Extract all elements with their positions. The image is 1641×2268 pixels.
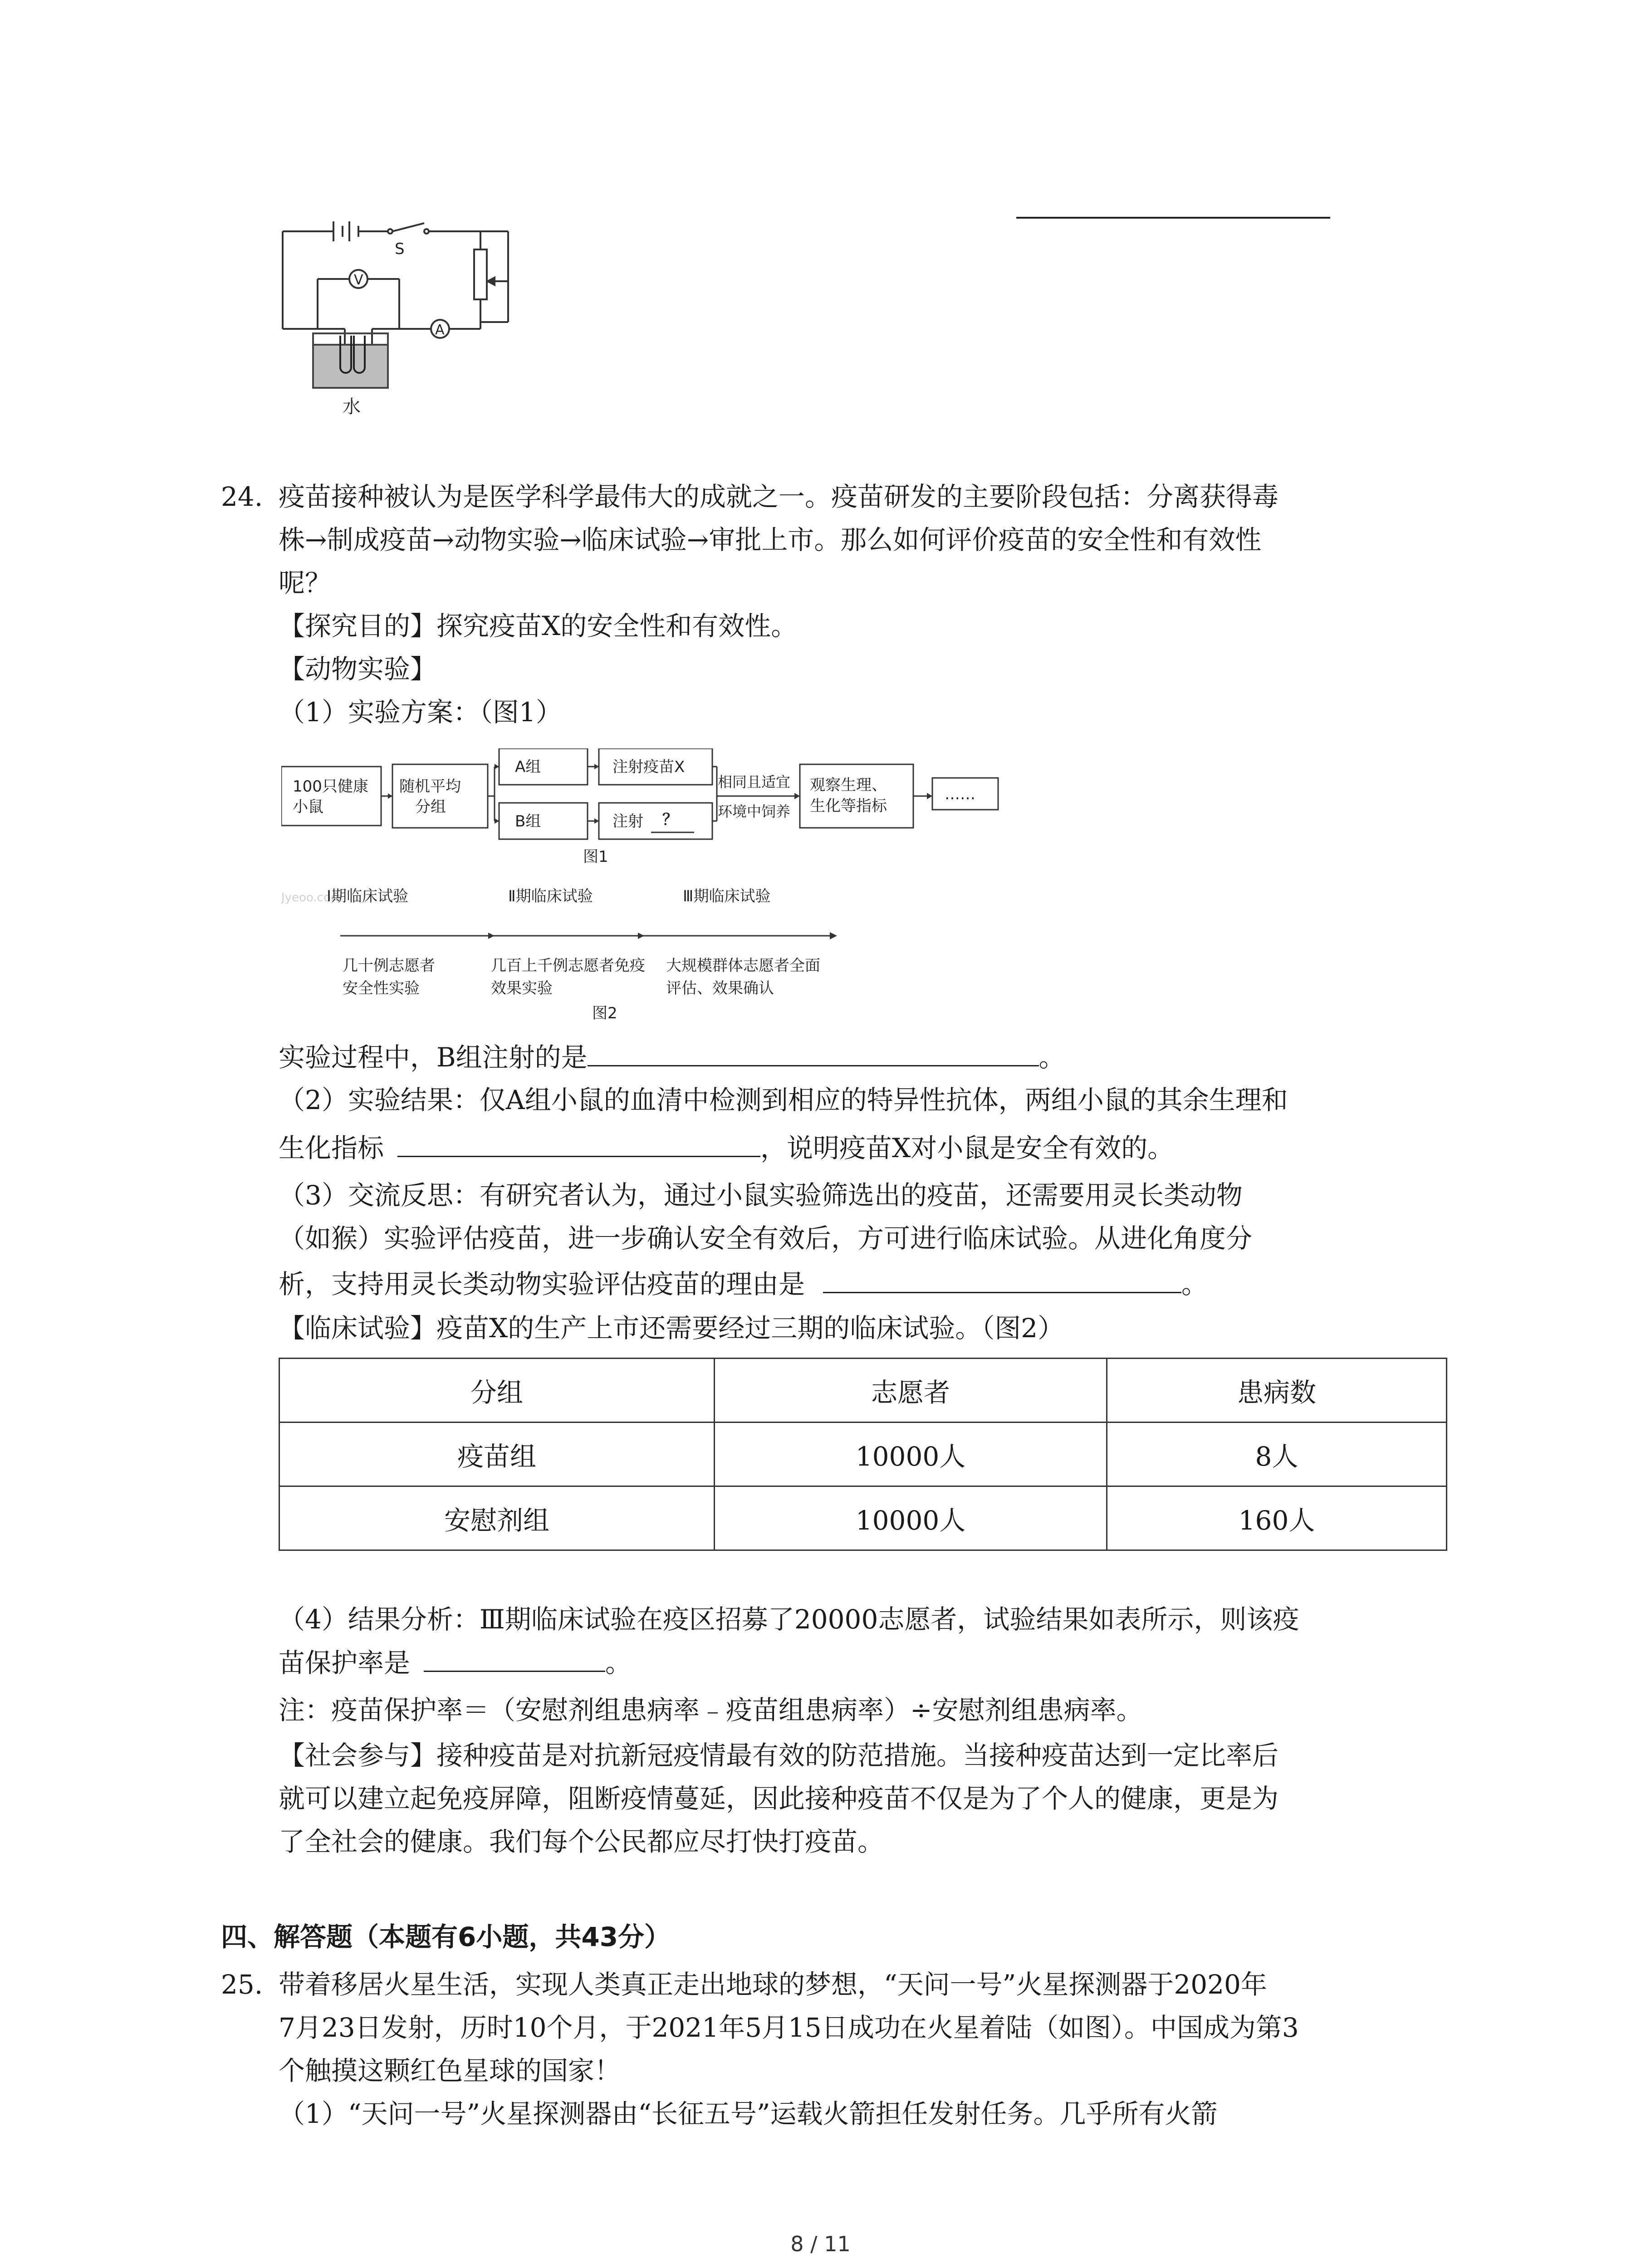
- desc1-line2: 安全性实验: [343, 979, 420, 997]
- box-mice-line2: 小鼠: [293, 798, 323, 816]
- q24-reflect-line1: （3）交流反思：有研究者认为，通过小鼠实验筛选出的疫苗，还需要用灵长类动物: [279, 1180, 1243, 1211]
- q24-intro-line1: 疫苗接种被认为是医学科学最伟大的成就之一。疫苗研发的主要阶段包括：分离获得毒: [279, 481, 1279, 512]
- answer-blank-b-group[interactable]: [588, 1039, 1039, 1066]
- q25-line1: 带着移居火星生活，实现人类真正走出地球的梦想，“天问一号”火星探测器于2020年: [279, 1969, 1267, 2000]
- answer-blank-indicators[interactable]: [397, 1129, 760, 1157]
- phase1-label: Ⅰ期临床试验: [327, 887, 409, 905]
- table-header-cell: 患病数: [1107, 1359, 1447, 1422]
- table-cell: 安慰剂组: [279, 1486, 715, 1550]
- table-cell: 160人: [1107, 1486, 1447, 1550]
- box-group-a: [499, 748, 588, 785]
- table-header-row: [279, 1359, 1447, 1422]
- q25-number: 25.: [221, 1969, 263, 2000]
- circuit-diagram: [268, 213, 522, 431]
- table-cell: 10000人: [715, 1486, 1107, 1550]
- figure-1-caption: 图1: [583, 848, 608, 866]
- q24-result-line1: （2）实验结果：仅A组小鼠的血清中检测到相应的特异性抗体，两组小鼠的其余生理和: [279, 1085, 1288, 1115]
- q24-purpose: 【探究目的】探究疫苗X的安全性和有效性。: [279, 611, 798, 641]
- q24-intro-line3: 呢？: [279, 567, 332, 598]
- q25-line2: 7月23日发射，历时10个月，于2021年5月15日成功在火星着陆（如图）。中国成为第3: [279, 2012, 1299, 2043]
- box-mice-line1: 100只健康: [293, 777, 368, 796]
- box-observe: [800, 764, 913, 828]
- switch-label: S: [395, 240, 405, 258]
- page-number: 8 / 11: [790, 2232, 851, 2256]
- q25-line4: （1）“天问一号”火星探测器由“长征五号”运载火箭担任发射任务。几乎所有火箭: [279, 2098, 1218, 2129]
- q24-reflect-line3-prefix: 析，支持用灵长类动物实验评估疫苗的理由是: [279, 1269, 805, 1300]
- group-a-label: A组: [515, 758, 541, 776]
- water-label: 水: [343, 396, 361, 417]
- q24-analysis-line1: （4）结果分析：Ⅲ期临床试验在疫区招募了20000志愿者，试验结果如表所示，则该疫: [279, 1604, 1299, 1635]
- table-row: [279, 1486, 1447, 1550]
- box-mice: [281, 767, 381, 826]
- q24-analysis-line2: [279, 1644, 632, 1681]
- q24-social-line3: 了全社会的健康。我们每个公民都应尽打快打疫苗。: [279, 1826, 884, 1857]
- table-cell: 8人: [1107, 1422, 1447, 1486]
- observe-line1: 观察生理、: [810, 776, 887, 794]
- q24-analysis-line2-prefix: 苗保护率是: [279, 1647, 411, 1678]
- table-header-cell: 分组: [279, 1359, 715, 1422]
- q24-plan: （1）实验方案：（图1）: [279, 697, 562, 728]
- same-env-line2: 环境中饲养: [718, 803, 791, 820]
- q24-b-group: [279, 1039, 1065, 1075]
- q24-social-line2: 就可以建立起免疫屏障，阻断疫情蔓延，因此接种疫苗不仅是为了个人的健康，更是为: [279, 1783, 1279, 1814]
- q24-result-line2: [279, 1129, 1174, 1166]
- figure-2-caption: 图2: [592, 1004, 617, 1022]
- q25-line3: 个触摸这颗红色星球的国家！: [279, 2055, 621, 2086]
- inject-q-mark: ？: [662, 811, 678, 829]
- answer-blank-top: [1016, 217, 1330, 219]
- desc2-line1: 几百上千例志愿者免疫: [491, 957, 645, 975]
- ammeter-label: A: [435, 322, 445, 338]
- results-table: [279, 1358, 1447, 1551]
- observe-line2: 生化等指标: [810, 797, 887, 815]
- inject-q-prefix: 注射: [612, 812, 643, 831]
- q24-result-line2-suffix: ，说明疫苗X对小鼠是安全有效的。: [760, 1133, 1174, 1163]
- desc3-line2: 评估、效果确认: [666, 979, 774, 997]
- q24-b-group-suffix: 。: [1038, 1042, 1065, 1073]
- table-cell: 10000人: [715, 1422, 1107, 1486]
- answer-blank-protection-rate[interactable]: [424, 1644, 605, 1672]
- q24-analysis-line2-suffix: 。: [605, 1647, 632, 1678]
- table-row: [279, 1422, 1447, 1486]
- box-random: [392, 764, 488, 828]
- answer-blank-primate-reason[interactable]: [823, 1266, 1181, 1293]
- q24-reflect-line2: （如猴）实验评估疫苗，进一步确认安全有效后，方可进行临床试验。从进化角度分: [279, 1223, 1253, 1254]
- dots-label: ……: [945, 785, 975, 803]
- table-header-cell: 志愿者: [715, 1359, 1107, 1422]
- q24-clinical: 【临床试验】疫苗X的生产上市还需要经过三期的临床试验。（图2）: [279, 1313, 1064, 1344]
- q24-b-group-prefix: 实验过程中，B组注射的是: [279, 1042, 588, 1073]
- q24-intro-line2: 株→制成疫苗→动物实验→临床试验→审批上市。那么如何评价疫苗的安全性和有效性: [279, 524, 1262, 555]
- watermark: Jyeoo.com: [281, 891, 343, 904]
- phase2-label: Ⅱ期临床试验: [508, 887, 593, 905]
- group-b-label: B组: [515, 812, 541, 831]
- box-random-line1: 随机平均: [399, 777, 461, 796]
- desc2-line2: 效果实验: [491, 979, 553, 997]
- table-cell: 疫苗组: [279, 1422, 715, 1486]
- q24-reflect-line3-suffix: 。: [1181, 1269, 1208, 1300]
- q24-animal-exp: 【动物实验】: [279, 654, 437, 684]
- voltmeter-label: V: [354, 272, 363, 288]
- inject-x-label: 注射疫苗X: [612, 758, 685, 776]
- section-4-title: 四、解答题（本题有6小题，共43分）: [221, 1921, 671, 1952]
- phase3-label: Ⅲ期临床试验: [683, 887, 771, 905]
- q24-social-line1: 【社会参与】接种疫苗是对抗新冠疫情最有效的防范措施。当接种疫苗达到一定比率后: [279, 1740, 1279, 1771]
- q24-note: 注：疫苗保护率＝（安慰剂组患病率﹣疫苗组患病率）÷安慰剂组患病率。: [279, 1695, 1143, 1725]
- desc3-line1: 大规模群体志愿者全面: [666, 957, 820, 975]
- box-group-b: [499, 803, 588, 839]
- q24-result-line2-prefix: 生化指标: [279, 1133, 384, 1163]
- q24-number: 24.: [221, 481, 263, 512]
- q24-reflect-line3: [279, 1266, 1208, 1302]
- desc1-line1: 几十例志愿者: [343, 957, 435, 975]
- box-random-line2: 分组: [415, 798, 446, 816]
- same-env-line1: 相同且适宜: [718, 773, 791, 791]
- figure-2-timeline: [281, 869, 871, 1023]
- figure-1-flowchart: [281, 748, 1025, 871]
